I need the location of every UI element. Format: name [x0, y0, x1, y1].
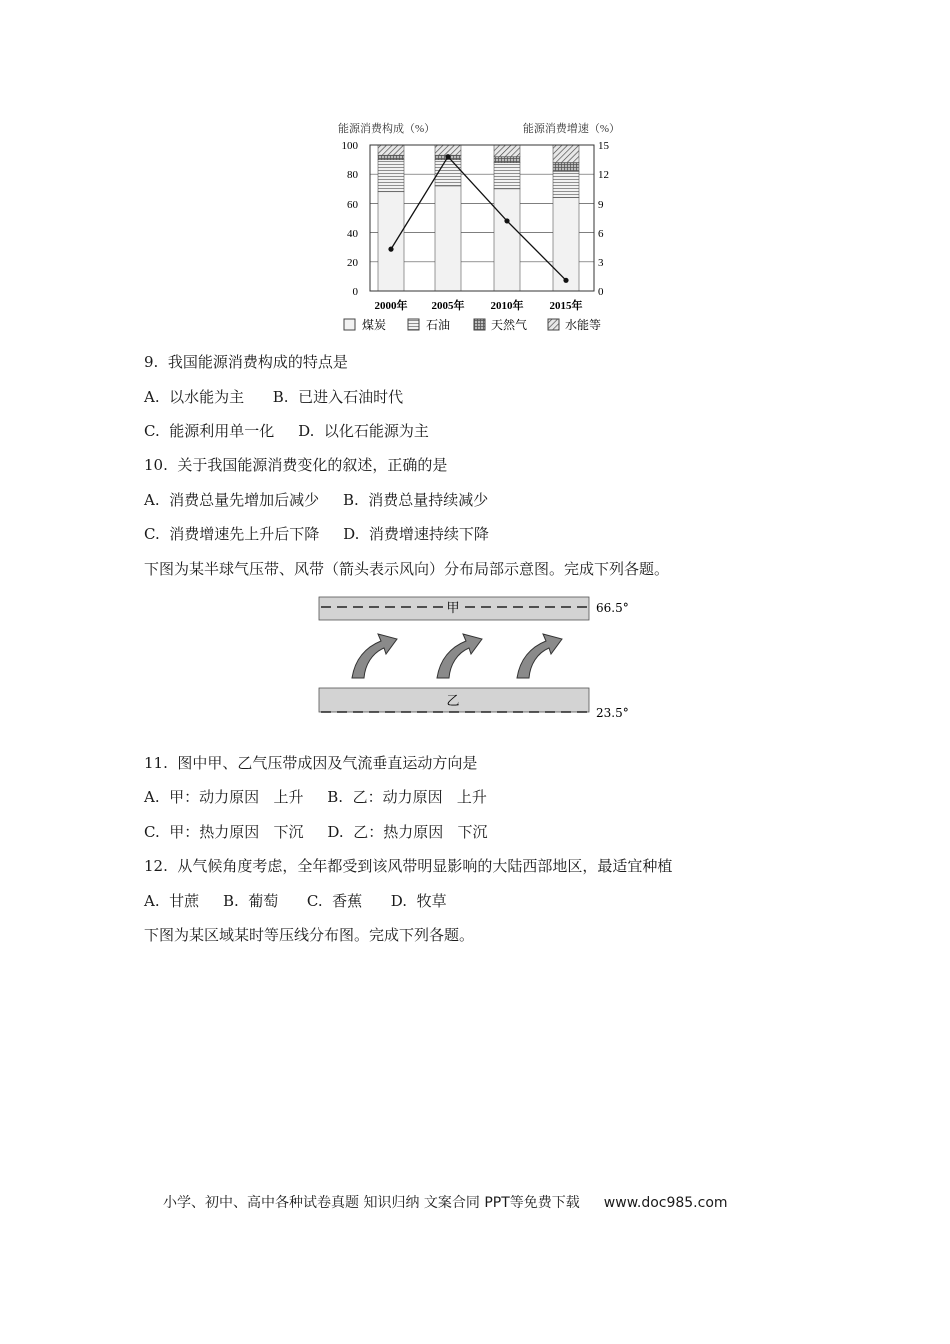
bar-segment-hydro: [435, 145, 461, 155]
bar-segment-oil: [553, 171, 579, 197]
bar-segment-coal: [494, 189, 520, 291]
page-footer: [163, 1192, 728, 1212]
category-label: 2010年: [490, 300, 524, 312]
right-tick: 15: [598, 140, 609, 152]
growth-point: [445, 154, 450, 159]
bar-segment-hydro: [553, 145, 579, 163]
bar-segment-hydro: [378, 145, 404, 155]
bar-segment-gas: [378, 155, 404, 159]
bar-segment-coal: [553, 198, 579, 291]
bar-segment-oil: [494, 163, 520, 189]
belt-label-yi: 乙: [446, 694, 460, 709]
right-tick: 0: [598, 286, 604, 298]
right-tick: 3: [598, 257, 604, 269]
pressure-wind-belt-diagram: [316, 592, 636, 722]
stacked-bars: [378, 145, 579, 291]
q9-stem: 9. 我国能源消费构成的特点是: [144, 353, 348, 371]
growth-point: [563, 278, 568, 283]
q10-stem: 10. 关于我国能源消费变化的叙述，正确的是: [144, 456, 448, 474]
q9-options-cd: C. 能源利用单一化 D. 以化石能源为主: [144, 422, 429, 440]
wind-arrow: [517, 634, 562, 678]
bar-segment-oil: [435, 160, 461, 186]
right-tick: 12: [598, 169, 609, 181]
category-label: 2005年: [431, 300, 465, 312]
bar-segment-coal: [378, 192, 404, 291]
legend-swatch-coal: [344, 319, 355, 330]
right-axis-title: 能源消费增速（%）: [522, 123, 620, 135]
category-label: 2000年: [374, 300, 408, 312]
legend-swatch-gas: [474, 319, 485, 330]
bar-segment-gas: [494, 157, 520, 163]
q10-options-ab: A. 消费总量先增加后减少 B. 消费总量持续减少: [144, 491, 489, 509]
left-tick: 100: [341, 140, 358, 152]
q11-options-ab: A. 甲：动力原因 上升 B. 乙：动力原因 上升: [144, 788, 487, 806]
q12-options: A. 甘蔗 B. 葡萄 C. 香蕉 D. 牧草: [144, 892, 447, 910]
legend-label: 石油: [426, 318, 451, 332]
category-label: 2015年: [549, 300, 583, 312]
growth-rate-line: [388, 154, 568, 283]
q12-stem: 12. 从气候角度考虑，全年都受到该风带明显影响的大陆西部地区，最适宜种植: [144, 857, 673, 875]
left-tick: 40: [347, 228, 358, 240]
bar-segment-coal: [435, 186, 461, 291]
q10-options-cd: C. 消费增速先上升后下降 D. 消费增速持续下降: [144, 525, 489, 543]
legend-label: 天然气: [491, 318, 528, 332]
legend-swatch-oil: [408, 319, 419, 330]
left-tick: 60: [347, 199, 358, 211]
left-tick: 20: [347, 257, 358, 269]
bar-segment-gas: [553, 163, 579, 172]
isobar-diagram-intro: 下图为某区域某时等压线分布图。完成下列各题。: [144, 926, 475, 944]
right-tick: 9: [598, 199, 604, 211]
wind-arrow: [352, 634, 397, 678]
belt-label-jia: 甲: [446, 601, 460, 616]
left-tick: 80: [347, 169, 358, 181]
chart-legend: [344, 317, 601, 332]
bar-segment-oil: [378, 160, 404, 192]
legend-label: 水能等: [565, 318, 602, 332]
q11-options-cd: C. 甲：热力原因 下沉 D. 乙：热力原因 下沉: [144, 823, 488, 841]
footer-site-link[interactable]: www.doc985.com: [603, 1195, 728, 1211]
legend-swatch-hydro: [548, 319, 559, 330]
wind-arrow: [437, 634, 482, 678]
wind-diagram-intro: 下图为某半球气压带、风带（箭头表示风向）分布局部示意图。完成下列各题。: [144, 560, 670, 578]
left-tick: 0: [352, 286, 358, 298]
latitude-top: 66.5°: [596, 601, 629, 615]
growth-point: [388, 247, 393, 252]
left-axis-title: 能源消费构成（%）: [338, 123, 436, 135]
legend-label: 煤炭: [362, 318, 387, 332]
latitude-bottom: 23.5°: [596, 706, 629, 720]
q9-options-ab: A. 以水能为主 B. 已进入石油时代: [144, 388, 404, 406]
q11-stem: 11. 图中甲、乙气压带成因及气流垂直运动方向是: [144, 754, 478, 772]
bar-segment-hydro: [494, 145, 520, 157]
energy-consumption-chart: [336, 116, 622, 342]
right-tick: 6: [598, 228, 604, 240]
growth-point: [504, 218, 509, 223]
footer-text: 小学、初中、高中各种试卷真题 知识归纳 文案合同 PPT等免费下载: [163, 1195, 580, 1211]
